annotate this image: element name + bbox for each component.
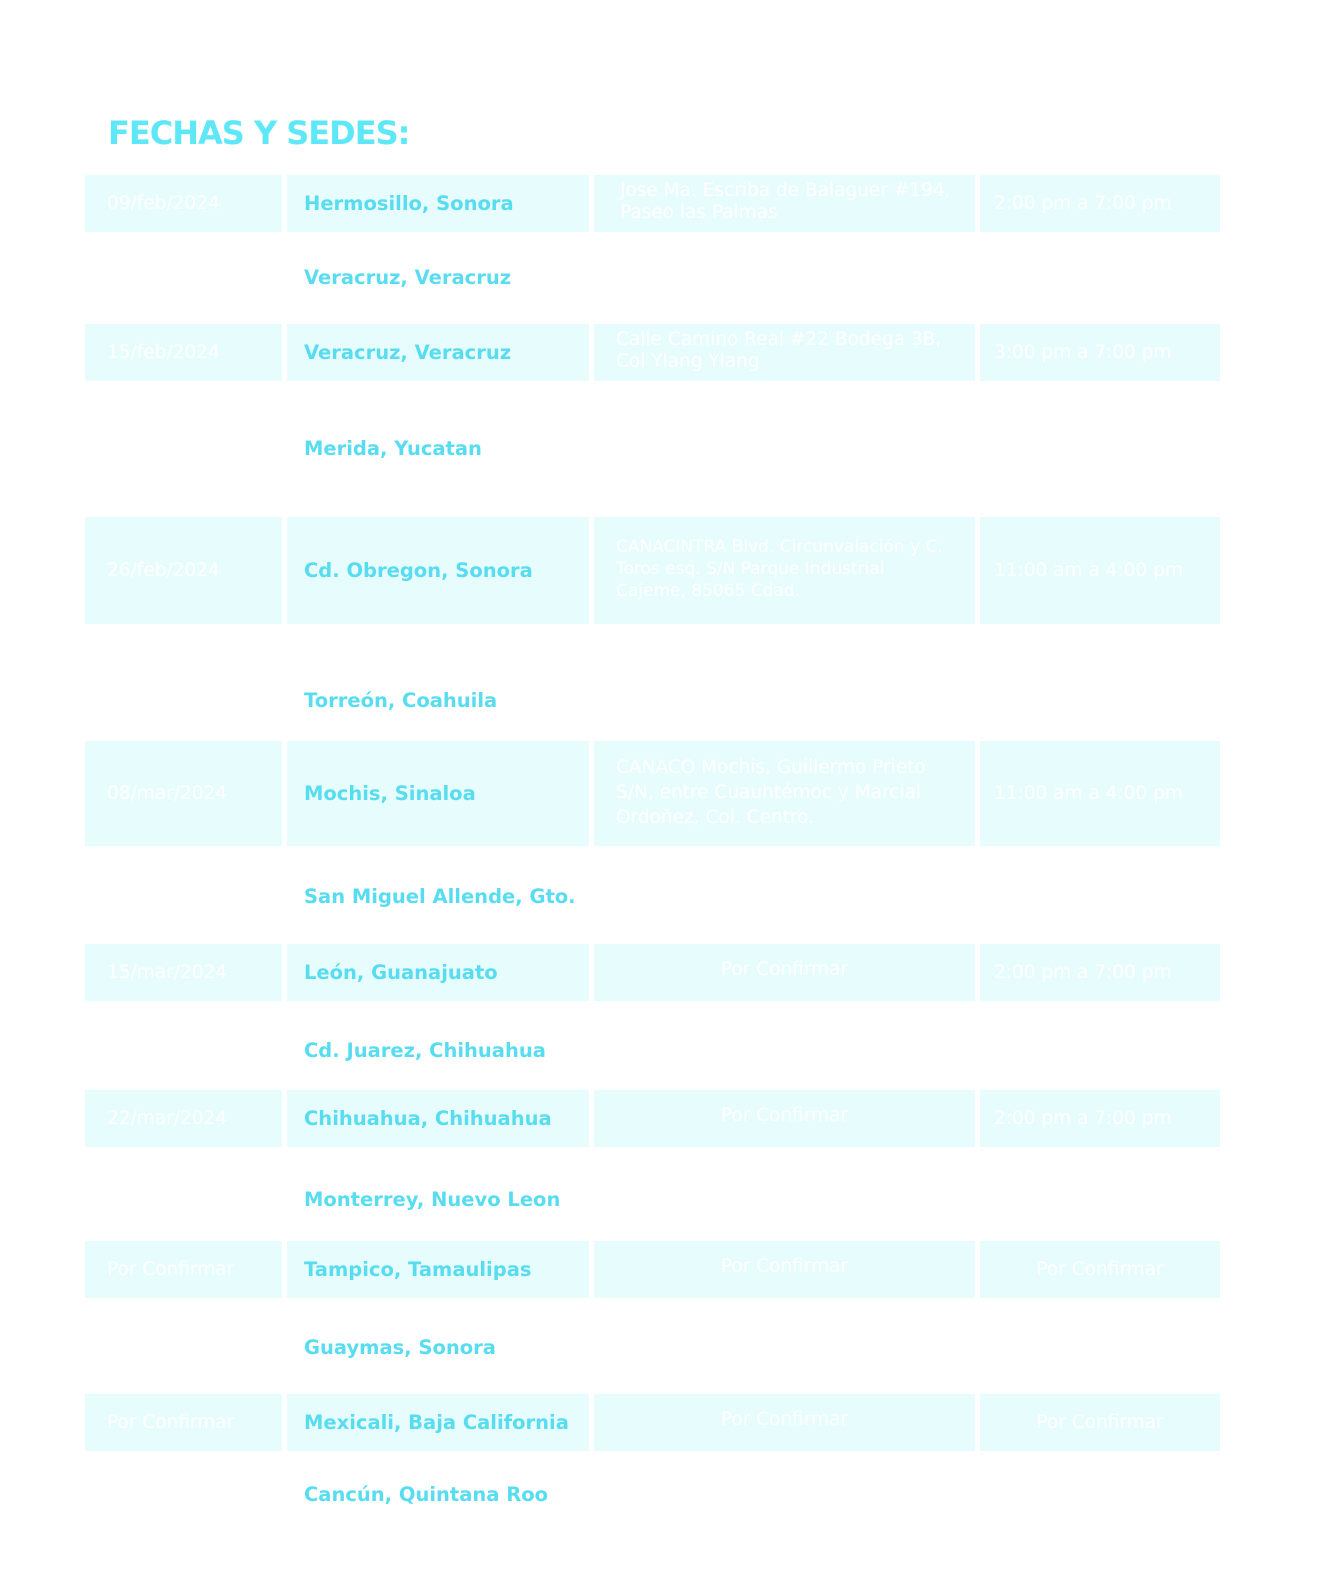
city-cell: Veracruz, Veracruz [287,324,589,381]
city-cell: Cd. Juarez, Chihuahua [304,1039,546,1062]
address-cell: Por Confirmar [594,1090,975,1147]
date-cell: 15/feb/2024 [85,324,282,381]
schedule-row [0,1171,1318,1228]
city-cell: Monterrey, Nuevo Leon [304,1188,561,1211]
schedule-row [0,1319,1318,1376]
schedule-row [0,1466,1318,1523]
date-cell: Por Confirmar [85,1394,282,1451]
city-cell: Mexicali, Baja California [287,1394,589,1451]
time-cell: Por Confirmar [980,1241,1220,1298]
time-cell: 11:00 am a 4:00 pm [980,517,1220,624]
time-cell: 2:00 pm a 7:00 pm [980,944,1220,1001]
city-cell: Tampico, Tamaulipas [287,1241,589,1298]
city-cell: Mochis, Sinaloa [287,741,589,846]
schedule-row [0,420,1318,477]
city-cell: Chihuahua, Chihuahua [287,1090,589,1147]
schedule-row [0,1394,1318,1451]
address-cell: Por Confirmar [594,1241,975,1298]
city-cell: Torreón, Coahuila [304,689,498,712]
schedule-row [0,324,1318,381]
page-title: FECHAS Y SEDES: [108,114,410,152]
city-cell: San Miguel Allende, Gto. [304,885,576,908]
schedule-row [0,249,1318,306]
schedule-row [0,944,1318,1001]
date-cell: 15/mar/2024 [85,944,282,1001]
time-cell: 2:00 pm a 7:00 pm [980,1090,1220,1147]
address-cell: CANACO Mochis, Guillermo Prieto S/N, entre Cuauhtémoc y Marcial Ordoñez, Col. Centro. [594,741,975,846]
city-cell: Veracruz, Veracruz [304,266,512,289]
schedule-row [0,741,1318,846]
city-cell: Cancún, Quintana Roo [304,1483,549,1506]
city-cell: Hermosillo, Sonora [287,175,589,232]
date-cell: Por Confirmar [85,1241,282,1298]
address-cell: Calle Camino Real #22 Bodega 3B, Col Ylang Ylang [594,324,975,381]
address-cell: Por Confirmar [594,944,975,1001]
time-cell: Por Confirmar [980,1394,1220,1451]
schedule-row [0,1090,1318,1147]
schedule-row [0,1241,1318,1298]
city-cell: Cd. Obregon, Sonora [287,517,589,624]
date-cell: 09/feb/2024 [85,175,282,232]
date-cell: 26/feb/2024 [85,517,282,624]
address-cell: Por Confirmar [594,1394,975,1451]
date-cell: 22/mar/2024 [85,1090,282,1147]
schedule-row [0,868,1318,925]
address-cell: CANACINTRA Blvd. Circunvalación y C. Toros esq. S/N Parque Industrial Cajeme, 85065 Cdad. [594,517,975,624]
city-cell: León, Guanajuato [287,944,589,1001]
schedule-row [0,1022,1318,1079]
time-cell: 2:00 pm a 7:00 pm [980,175,1220,232]
time-cell: 3:00 pm a 7:00 pm [980,324,1220,381]
schedule-row [0,672,1318,729]
date-cell: 08/mar/2024 [85,741,282,846]
address-cell: Jose Ma. Escriba de Balaguer #194, Paseo las Palmas [594,175,975,232]
city-cell: Merida, Yucatan [304,437,482,460]
schedule-row [0,175,1318,232]
city-cell: Guaymas, Sonora [304,1336,496,1359]
schedule-row [0,517,1318,624]
time-cell: 11:00 am a 4:00 pm [980,741,1220,846]
